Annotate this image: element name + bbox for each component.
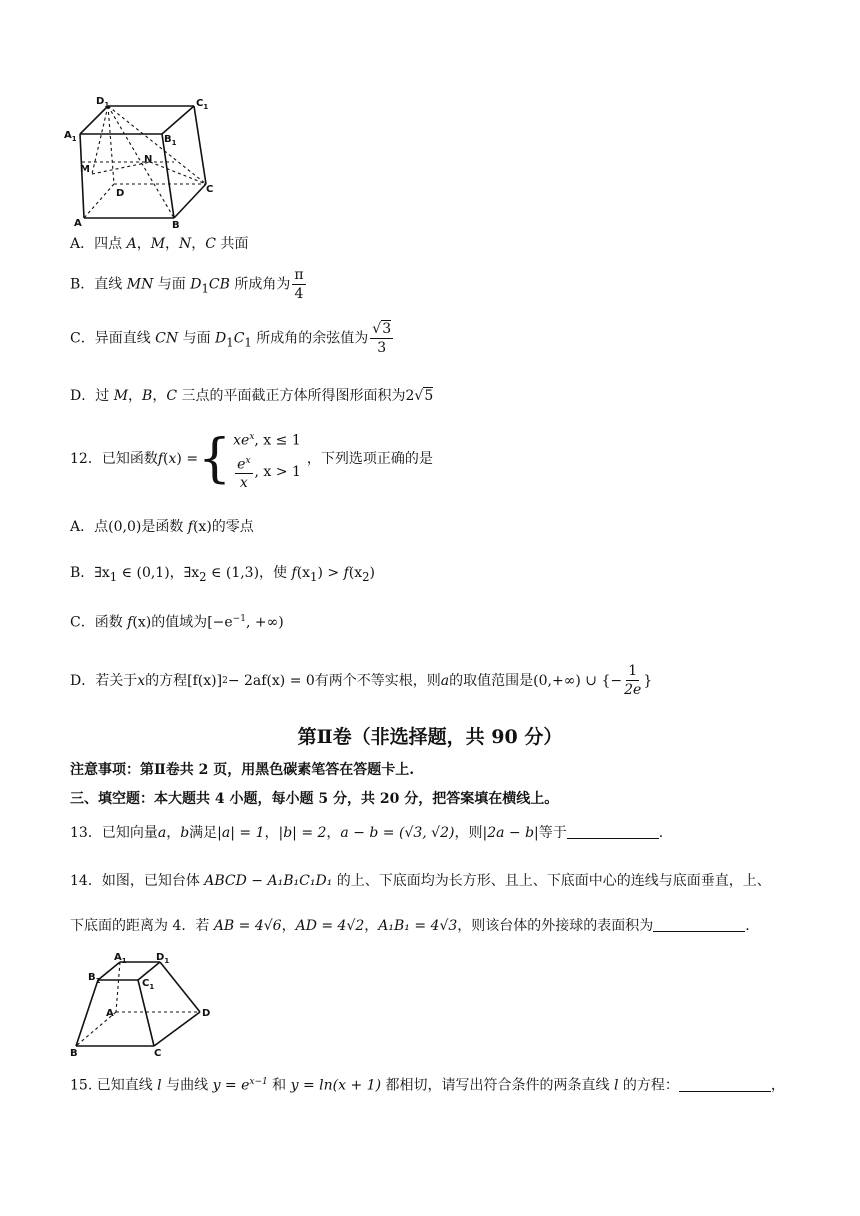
fraction-pi-over-4: $\frac{\pi}{4}$: [294, 267, 304, 302]
q11-option-d: D．过 M，B，C 三点的平面截正方体所得图形面积为2√5: [70, 388, 434, 404]
label-C: C: [154, 1048, 162, 1059]
label-A1: $A_1$: [64, 130, 77, 143]
label-B: B: [172, 220, 180, 231]
label-C: C: [206, 184, 214, 195]
label-D1: $D_1$: [96, 96, 110, 109]
q14-line1: 14．如图，已知台体 ABCD − A₁B₁C₁D₁ 的上、下底面均为长方形、且上、下底面中心的连线与底面垂直，上、: [70, 873, 771, 889]
cube-figure: [62, 92, 222, 232]
label-D: D: [202, 1008, 211, 1019]
q11-option-a: A．四点 A，M，N，C 共面: [70, 236, 249, 252]
label-A: A: [106, 1008, 114, 1019]
label-D1: $D_1$: [156, 952, 170, 965]
label-C1: $C_1$: [142, 978, 155, 991]
label-C1: $C_1$: [196, 98, 209, 111]
q15-answer-blank[interactable]: [679, 1077, 771, 1092]
q11-option-b: B．直线 MN 与面 $D_1CB$ 所成角为 $\frac{\pi}{4}$: [70, 267, 304, 302]
section-fill-in-blank: 三、填空题：本大题共 4 小题，每小题 5 分，共 20 分，把答案填在横线上。: [70, 791, 559, 807]
label-B: B: [70, 1048, 78, 1059]
q14-line2: 下底面的距离为 4．若 AB = 4√6，AD = 4√2，A₁B₁ = 4√3，则该台体的外接球的表面积为 .: [70, 918, 750, 934]
frustum-figure: [68, 950, 218, 1060]
piecewise-function: { $xe^x$, x ≤ 1 $\frac{e^x}{x}$ , x > 1: [198, 429, 301, 492]
label-M: M: [80, 164, 90, 175]
label-N: N: [144, 154, 153, 165]
q13-answer-blank[interactable]: [567, 824, 659, 839]
label-A: A: [74, 218, 82, 229]
q12-option-b: B．$\exists x_1$ ∈ (0,1)，$\exists x_2$ ∈ (1,3)，使 $f(x_1) > f(x_2)$: [70, 565, 376, 584]
part2-title: 第Ⅱ卷（非选择题，共 90 分）: [297, 726, 563, 748]
label-B1: $B_1$: [88, 972, 101, 985]
q14-answer-blank[interactable]: [653, 917, 745, 932]
q12-option-a: A．点(0,0)是函数 f(x)的零点: [70, 519, 254, 535]
fraction-sqrt3-over-3: $\frac{√3}{3}$: [372, 321, 392, 356]
q12-stem: 12．已知函数 f ( x ) = { $xe^x$, x ≤ 1 $\frac{e^x}{x}$ , x > 1 ，下列选项正确的是: [70, 424, 433, 494]
label-D: D: [116, 188, 125, 199]
part2-note: 注意事项：第Ⅱ卷共 2 页，用黑色碳素笔答在答题卡上.: [70, 762, 415, 778]
q15: 15. 已知直线 l 与曲线 $y = e^{x-1}$ 和 y = ln(x + 1) 都相切，请写出符合条件的两条直线 l 的方程： ，: [70, 1077, 785, 1094]
q12-option-c: C．函数 f(x)的值域为[$-e^{-1}$, +∞): [70, 614, 284, 631]
label-B1: $B_1$: [164, 134, 177, 147]
q12-option-d: D．若关于 x 的方程 [f(x)] 2 − 2af(x) = 0 有两个不等实根，则 a 的取值范围是 (0,+∞) ∪ {− $\frac{1}{2e}$ }: [70, 663, 653, 698]
label-A1: $A_1$: [114, 952, 127, 965]
q11-option-c: C．异面直线 CN 与面 $D_1C_1$ 所成角的余弦值为 $\frac{√3}{3}$: [70, 321, 392, 356]
q13: 13．已知向量a，b满足|a| = 1，|b| = 2，a − b = (√3, √2)，则|2a − b|等于 .: [70, 825, 664, 841]
